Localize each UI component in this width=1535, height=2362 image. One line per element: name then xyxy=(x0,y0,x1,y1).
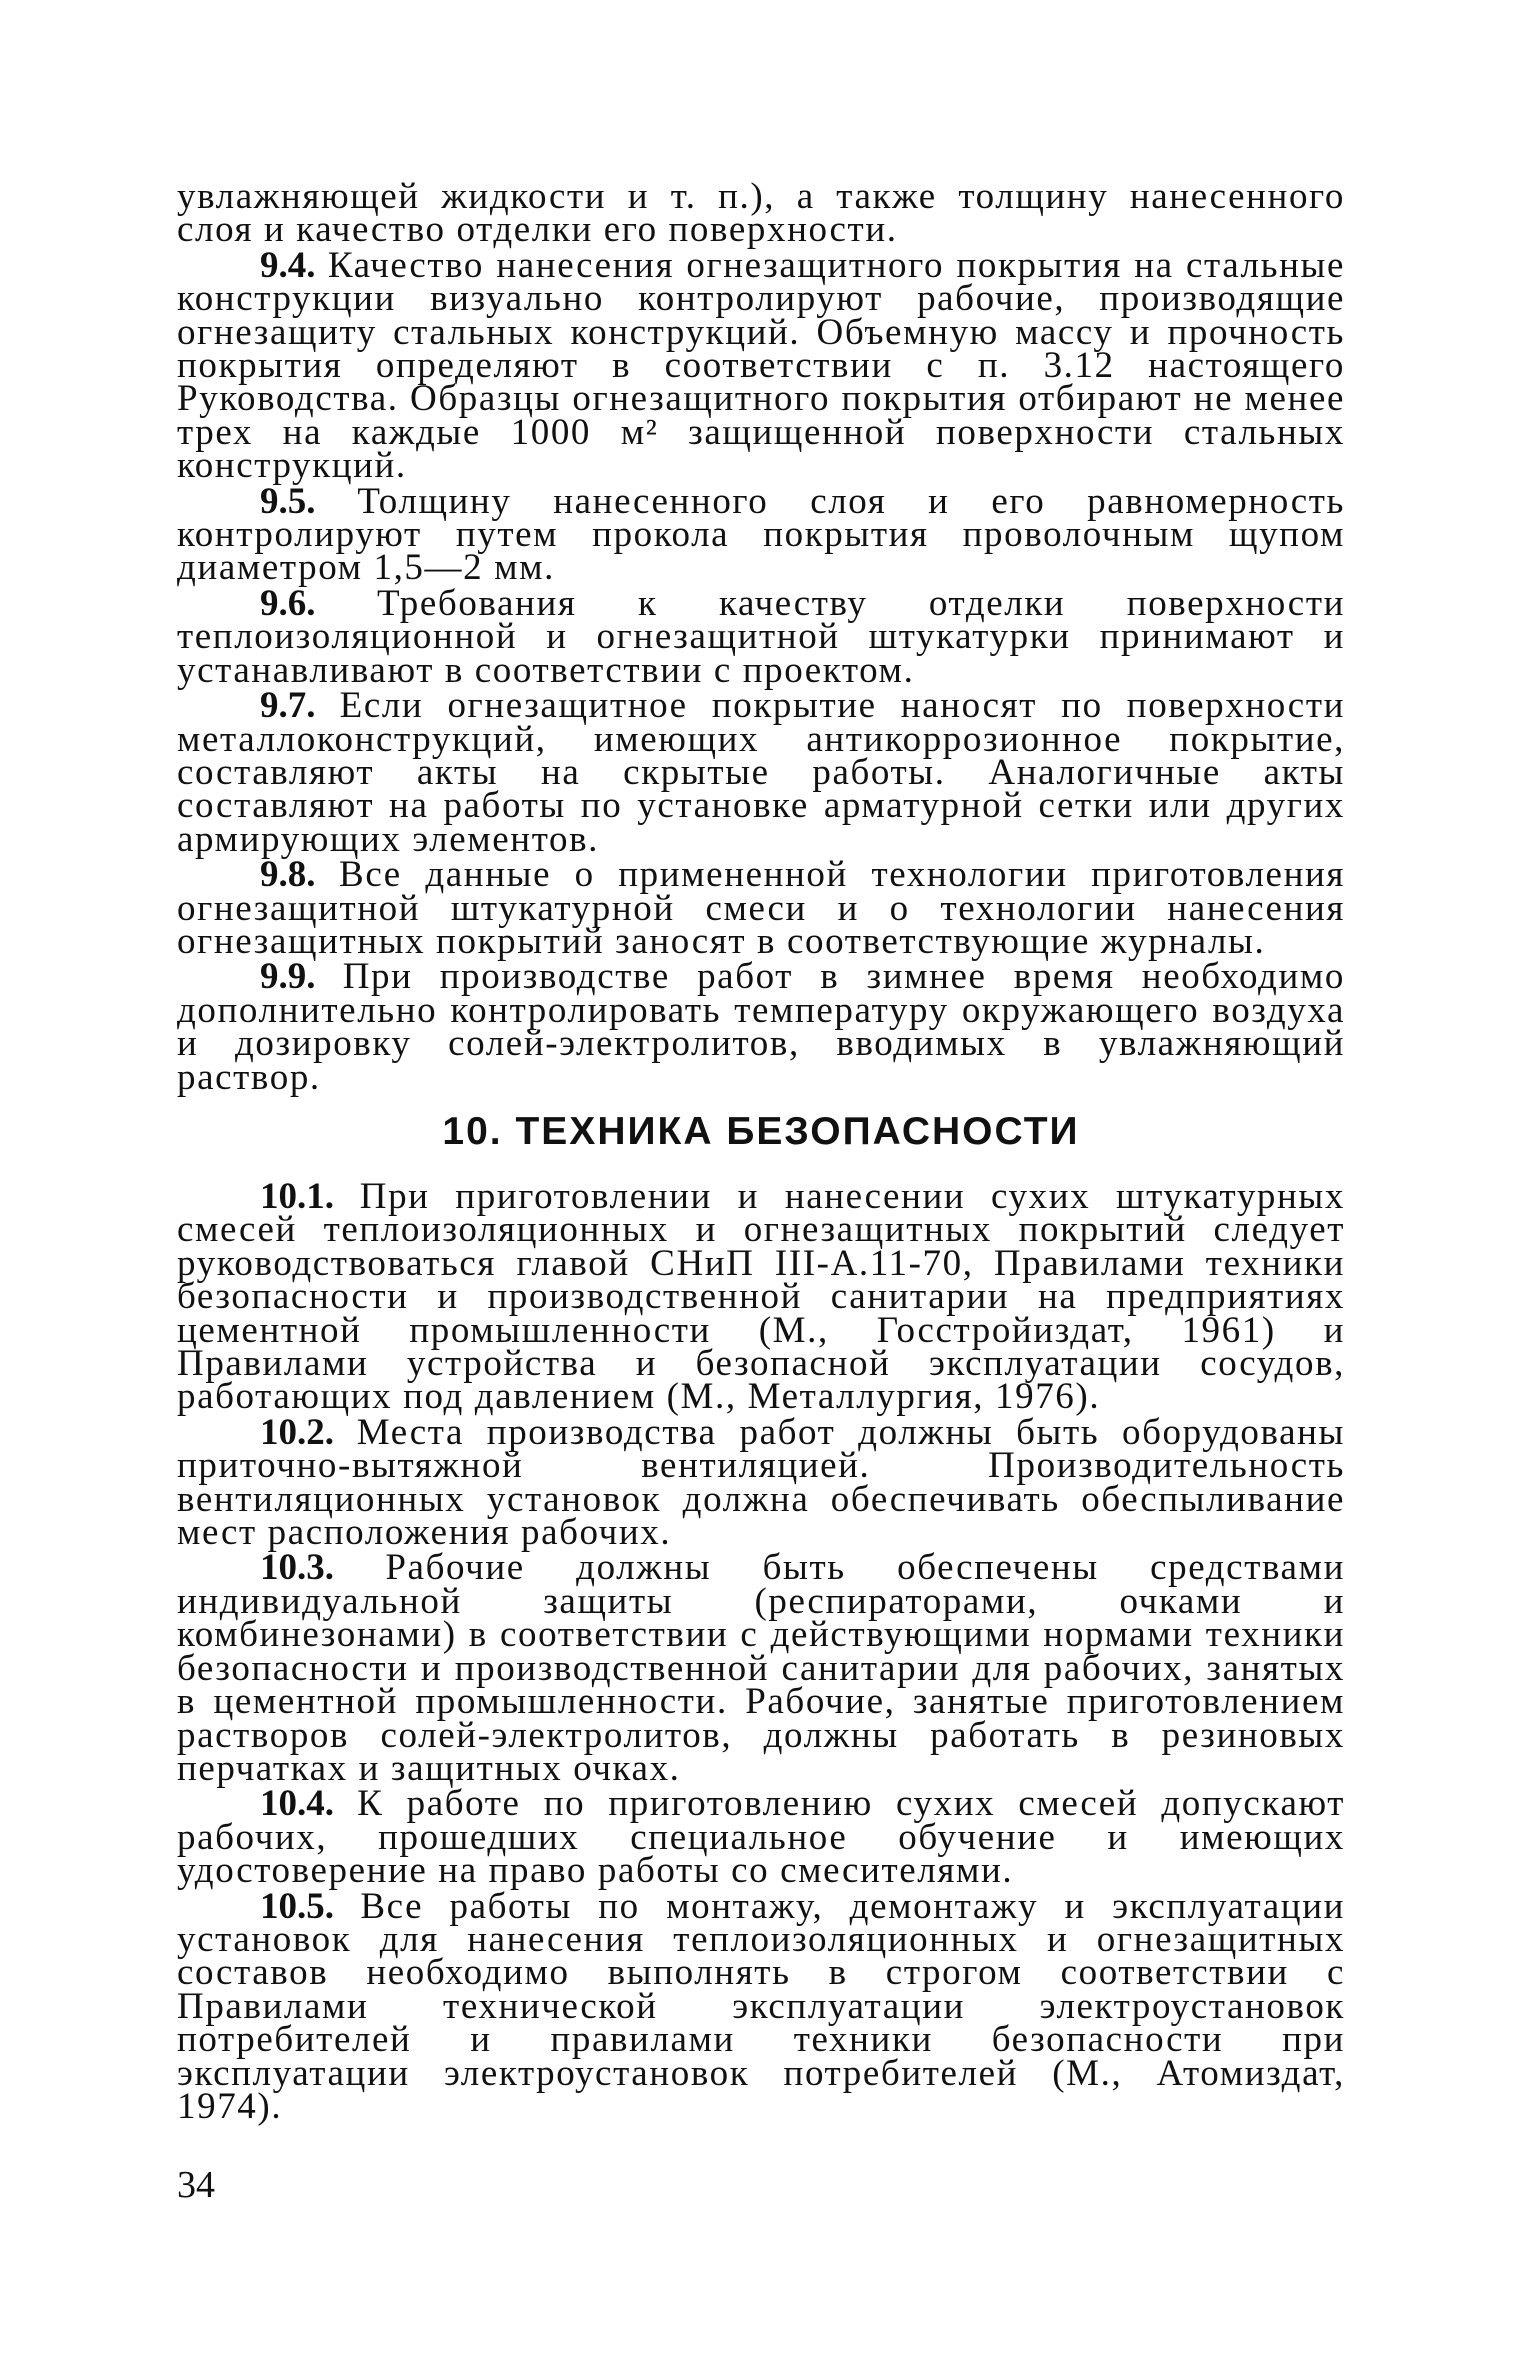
paragraph-number: 9.8. xyxy=(260,854,316,896)
paragraph-10-5 xyxy=(177,1885,1345,2127)
paragraph-number: 10.3. xyxy=(260,1547,334,1589)
paragraph-text: Все данные о примененной технологии приготовления огнезащитной штукатурной смеси и о технологии нанесения огнезащитных покрытий заносят в соответствующие журналы. xyxy=(177,854,1345,962)
section-10-text xyxy=(177,1176,1345,2127)
paragraph-text: При приготовлении и нанесении сухих штукатурных смесей теплоизоляционных и огнезащитных покрытий следует руководствоваться главой СНиП III-А.11-70, Правилами техники безопасности и производственной санитарии на предприятиях цементной промышленности (М., Госстройиздат, 1961) и Правилами устройства и безопасной эксплуатации сосудов, работающих под давлением (М., Металлургия, 1976). xyxy=(177,1176,1345,1418)
section-9-text xyxy=(177,176,1346,1098)
paragraph-number: 9.4. xyxy=(260,244,316,286)
continuation-paragraph: увлажняющей жидкости и т. п.), а также толщину нанесенного слоя и качество отделки его поверхности. xyxy=(177,176,1345,251)
paragraph-10-2 xyxy=(177,1411,1345,1554)
paragraph-9-6 xyxy=(177,582,1345,691)
section-10-heading: 10. ТЕХНИКА БЕЗОПАСНОСТИ xyxy=(442,1110,1080,1153)
paragraph-text: При производстве работ в зимнее время необходимо дополнительно контролировать температуру окружающего воздуха и дозировку солей-электролитов, вводимых в увлажняющий раствор. xyxy=(177,956,1345,1098)
paragraph-text: Если огнезащитное покрытие наносят по поверхности металлоконструкций, имеющих антикоррозионное покрытие, составляют акты на скрытые работы. Аналогичные акты составляют на работы по установке арматурной сетки или других армирующих элементов. xyxy=(177,685,1345,860)
paragraph-text: Все работы по монтажу, демонтажу и эксплуатации установок для нанесения теплоизоляционных и огнезащитных составов необходимо выполнять в строгом соответствии с Правилами технической эксплуатации электроустановок потребителей и правилами техники безопасности при эксплуатации электроустановок потребителей (М., Атомиздат, 1974). xyxy=(177,1885,1345,2127)
paragraph-number: 10.1. xyxy=(260,1176,334,1217)
paragraph-10-4 xyxy=(177,1783,1345,1892)
paragraph-number: 9.7. xyxy=(260,685,316,727)
paragraph-9-5 xyxy=(177,480,1346,589)
paragraph-9-8 xyxy=(177,854,1345,962)
paragraph-number: 10.5. xyxy=(260,1885,334,1927)
paragraph-text: Качество нанесения огнезащитного покрытия на стальные конструкции визуально контролируют рабочие, производящие огнезащиту стальных конструкций. Объемную массу и прочность покрытия определяют в соответствии с п. 3.12 настоящего Руководства. Образцы огнезащитного покрытия отбирают не менее трех на каждые 1000 м² защищенной поверхности стальных конструкций. xyxy=(177,244,1345,487)
paragraph-9-9 xyxy=(177,956,1345,1098)
paragraph-text: Толщину нанесенного слоя и его равномерность контролируют путем прокола покрытия проволочным щупом диаметром 1,5—2 мм. xyxy=(177,480,1346,589)
paragraph-text: Рабочие должны быть обеспечены средствами индивидуальной защиты (респираторами, очками и комбинезонами) в соответствии с действующими нормами техники безопасности и производственной санитарии для рабочих, занятых в цементной промышленности. Рабочие, занятые приготовлением растворов солей-электролитов, должны работать в резиновых перчатках и защитных очках. xyxy=(177,1547,1345,1789)
paragraph-9-4 xyxy=(177,244,1345,487)
paragraph-text: К работе по приготовлению сухих смесей допускают рабочих, прошедших специальное обучение и имеющих удостоверение на право работы со смесителями. xyxy=(177,1783,1345,1892)
paragraph-9-7 xyxy=(177,685,1345,860)
page-number: 34 xyxy=(177,2164,215,2206)
paragraph-number: 10.4. xyxy=(260,1783,334,1825)
paragraph-10-1 xyxy=(177,1176,1345,1418)
paragraph-10-3 xyxy=(177,1547,1345,1789)
paragraph-text: Требования к качеству отделки поверхности теплоизоляционной и огнезащитной штукатурки принимают и устанавливают в соответствии с проектом. xyxy=(177,582,1345,691)
paragraph-text: Места производства работ должны быть оборудованы приточно-вытяжной вентиляцией. Производительность вентиляционных установок должна обеспечивать обеспыливание мест расположения рабочих. xyxy=(177,1411,1345,1554)
paragraph-number: 9.5. xyxy=(260,480,316,522)
paragraph-number: 9.6. xyxy=(260,582,316,624)
paragraph-number: 9.9. xyxy=(260,956,316,998)
paragraph-number: 10.2. xyxy=(260,1411,334,1453)
